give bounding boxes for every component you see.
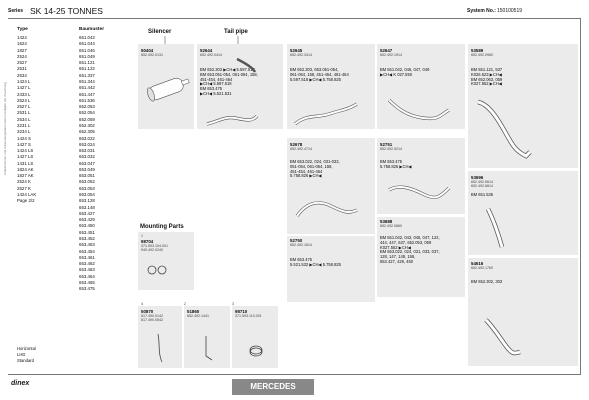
model-item: 1427 LS <box>17 154 34 160</box>
tailpipe-icon <box>468 258 578 366</box>
system-number: 150100519 <box>497 8 523 14</box>
baumuster-item: 653.464 <box>79 273 95 279</box>
part-code: 652.492.0131 <box>141 53 163 57</box>
orientation-label: Horizontal <box>17 346 36 351</box>
part-number: 53696 <box>471 175 484 180</box>
baumuster-item: 653.451 <box>79 229 95 235</box>
model-item: 3231 L <box>17 122 31 128</box>
baumuster-item: 653.475 <box>79 286 95 292</box>
baumuster-item: 651.122 <box>79 66 95 72</box>
baumuster-item: 651.121 <box>79 60 95 66</box>
fitment-notes: BM 652.302, 303 <box>471 279 503 284</box>
part-number: 51860 <box>187 309 200 314</box>
brand-name: MERCEDES <box>250 382 296 391</box>
model-item: 2527 L <box>17 104 31 110</box>
model-item: 2524 K <box>17 179 31 185</box>
series-label: Series <box>8 8 24 14</box>
part-code: 652.492.1760 <box>471 266 493 270</box>
slot-number: 3 <box>232 302 234 306</box>
model-item: 1827 <box>17 47 27 53</box>
baumuster-item: 653.450 <box>79 223 95 229</box>
system-label: System No.: <box>467 8 496 14</box>
part-number: 52645 <box>290 48 303 53</box>
fitment-notes: BM 651.536 <box>471 192 494 197</box>
baumuster-item: 653.047 <box>79 160 95 166</box>
part-number: 54616 <box>471 261 484 266</box>
fitment-notes: BM 652.303, 653.051-054, 061-064, 158, 451-454, 461-464 5.597.518 ▶CH◀ 5.758.825 <box>290 67 349 82</box>
part-code: 652.492.3414 <box>290 53 312 57</box>
baumuster-item: 651.044 <box>79 41 95 47</box>
part-number: 50404 <box>141 48 154 53</box>
baumuster-item: 653.022 <box>79 135 95 141</box>
part-code: 371.593.110.001 <box>235 314 262 318</box>
page-indicator: Page 2/2 <box>17 198 35 204</box>
model-item: 2534 L <box>17 116 31 122</box>
baumuster-item: 653.128 <box>79 198 95 204</box>
baumuster-item: 651.442 <box>79 85 95 91</box>
baumuster-item: 653.148 <box>79 204 95 210</box>
baumuster-item: 651.042 <box>79 35 95 40</box>
part-code-alt: 652.492.6814 <box>471 184 493 188</box>
part-number: 52647 <box>380 48 393 53</box>
model-column-header: Type <box>17 27 28 32</box>
brand-banner <box>232 379 314 395</box>
model-item: 1424 LS <box>17 148 34 154</box>
part-number: 52644 <box>200 48 213 53</box>
baumuster-item: 653.053 <box>79 185 95 191</box>
part-code: 371.593.104.001 <box>141 244 168 248</box>
fitment-notes: BM 653.475 5.758.826 ▶CH◀ <box>380 159 412 169</box>
model-item: 1431 LS <box>17 160 34 166</box>
baumuster-item: 651.049 <box>79 53 95 59</box>
part-number: 52750 <box>290 238 303 243</box>
model-item: 2531 L <box>17 110 31 116</box>
baumuster-item: 653.024 <box>79 141 95 147</box>
bracket-icon <box>138 306 182 368</box>
part-number: 50870 <box>141 309 154 314</box>
right-border <box>580 18 581 374</box>
part-panel-53696[interactable] <box>468 171 578 255</box>
baumuster-item: 653.427 <box>79 210 95 216</box>
slot-number: 2 <box>184 302 186 306</box>
tailpipe-icon <box>287 138 375 234</box>
baumuster-item: 651.046 <box>79 47 95 53</box>
part-code: 652.492.1441 <box>187 314 209 318</box>
baumuster-item: 653.049 <box>79 166 95 172</box>
baumuster-item: 653.052 <box>79 179 95 185</box>
baumuster-item: 653.429 <box>79 217 95 223</box>
baumuster-item: 653.462 <box>79 261 95 267</box>
variant-label: Standard <box>17 358 34 363</box>
model-item: 1427 S <box>17 141 31 147</box>
baumuster-item: 651.344 <box>79 78 95 84</box>
baumuster-item: 653.054 <box>79 192 95 198</box>
tailpipe-icon <box>468 171 578 255</box>
part-code: 652.492.1814 <box>290 243 312 247</box>
model-item: 2433 L <box>17 91 31 97</box>
tailpipe-icon <box>287 44 375 129</box>
model-item: 1827 AK <box>17 173 34 179</box>
baumuster-item: 651.337 <box>79 72 95 78</box>
part-code: 652.492.5614 <box>471 180 493 184</box>
mounting-section-title: Mounting Parts <box>140 224 184 230</box>
model-item: 1824 AK <box>17 166 34 172</box>
model-item: 1424 S <box>17 135 31 141</box>
part-code: 652.492.0660 <box>380 224 402 228</box>
bottom-rule <box>8 374 581 375</box>
part-panel-98704[interactable] <box>138 232 194 290</box>
dinex-logo: dinex <box>11 380 30 387</box>
model-item: 2527 <box>17 60 27 66</box>
part-panel-54616[interactable] <box>468 258 578 366</box>
model-item: 2531 <box>17 66 27 72</box>
tailpipe-section-title: Tail pipe <box>224 29 248 35</box>
part-code-alt: 617.490.0542 <box>141 318 163 322</box>
part-code-alt: 940.492.0240 <box>141 248 163 252</box>
page-title: SK 14-25 TONNES <box>30 6 103 16</box>
drive-side-label: LHD <box>17 352 26 357</box>
part-number: 52678 <box>290 142 303 147</box>
baumuster-item: 653.465 <box>79 279 95 285</box>
model-item: 3234 L <box>17 129 31 135</box>
baumuster-item: 653.031 <box>79 148 95 154</box>
side-note: Artikelnummer und Anwendungsdaten dienen lediglich der Zuordnung <box>3 82 7 175</box>
part-panel-52644[interactable] <box>197 44 283 129</box>
silencer-icon <box>138 44 194 129</box>
part-code: 652.492.0960 <box>471 53 493 57</box>
baumuster-item: 651.447 <box>79 91 95 97</box>
fitment-notes: BM 651.042, 043, 046, 047, 122, 444, 447, 637, 652.053, 059 K027.552 ▶CH◀ BM 653.022, 024, 031, 033, 037, 128, 147, 148, 158, 653.427, 429, 450 <box>380 235 440 264</box>
model-item: 1427 L <box>17 85 31 91</box>
baumuster-item: 653.032 <box>79 154 95 160</box>
part-panel-52645[interactable] <box>287 44 375 129</box>
baumuster-item: 652.305 <box>79 129 95 135</box>
baumuster-item: 653.453 <box>79 242 95 248</box>
baumuster-item: 653.461 <box>79 254 95 260</box>
part-number: 98704 <box>141 239 154 244</box>
baumuster-item: 652.302 <box>79 122 95 128</box>
fitment-notes: BM 653.022, 024, 031-033, 051-054, 061-064, 158, 451-454, 461-464 5.758.826 ▶CH◀ <box>290 159 340 179</box>
baumuster-column-header: Baumuster <box>79 27 105 32</box>
tailpipe-icon <box>377 44 465 129</box>
model-item: 2524 L <box>17 97 31 103</box>
part-panel-51860[interactable] <box>184 306 230 368</box>
clamp-icon <box>138 232 194 290</box>
model-item: 2534 <box>17 72 27 78</box>
part-panel-52678[interactable] <box>287 138 375 234</box>
tailpipe-icon <box>197 44 283 129</box>
model-item: 2527 K <box>17 185 31 191</box>
fitment-notes: BM 651.042, 046, 047, 049 ▶CH◀ K 027.550 <box>380 67 430 77</box>
part-number: 98710 <box>235 309 248 314</box>
hanger-icon <box>184 306 230 368</box>
fitment-notes: BM 652.303 ▶CH◀ 5.597.517 BM 653.051-054, 061-064, 158, 451-454, 461-464 ▶CH◀ 5.597.518 BM 653.475 ▶CH◀ 5.521.531 <box>200 67 258 96</box>
part-panel-52751[interactable] <box>377 138 465 214</box>
part-panel-52750[interactable] <box>287 236 375 302</box>
baumuster-item: 653.452 <box>79 236 95 241</box>
baumuster-item: 652.059 <box>79 116 95 122</box>
model-item: 1424 <box>17 35 27 40</box>
part-panel-53688[interactable] <box>377 217 465 297</box>
part-code: 652.492.5214 <box>380 147 402 151</box>
part-number: 52751 <box>380 142 393 147</box>
part-panel-50404[interactable] <box>138 44 194 129</box>
part-code: 652.492.4714 <box>290 147 312 151</box>
part-number: 53589 <box>471 48 484 53</box>
baumuster-item: 652.054 <box>79 110 95 116</box>
part-panel-53589[interactable] <box>468 44 578 168</box>
part-panel-98710[interactable] <box>232 306 278 368</box>
fitment-notes: BM 651.121, 537 K026.623 ▶CH◀ BM 652.063, 059 K027.552 ▶CH◀ <box>471 67 503 87</box>
baumuster-item: 653.454 <box>79 248 95 254</box>
part-code: 617.490.0142 <box>141 314 163 318</box>
part-code: 652.492.1914 <box>380 53 402 57</box>
tailpipe-icon <box>377 138 465 214</box>
model-item: 1624 <box>17 41 27 47</box>
slot-number: 1 <box>141 234 143 238</box>
model-item: 1424 LAK <box>17 192 37 198</box>
silencer-section-title: Silencer <box>148 29 172 35</box>
slot-number: 4 <box>141 302 143 306</box>
part-panel-50870[interactable] <box>138 306 182 368</box>
tailpipe-icon <box>468 44 578 168</box>
fitment-notes: BM 653.475 5.521.532 ▶CH◀ 5.758.825 <box>290 257 341 267</box>
pipe-clamp-icon <box>232 306 278 368</box>
model-item: 2524 <box>17 53 27 59</box>
part-code: 652.492.0414 <box>200 53 222 57</box>
part-number: 53688 <box>380 219 393 224</box>
part-panel-52647[interactable] <box>377 44 465 129</box>
model-item: 1424 L <box>17 78 31 84</box>
baumuster-item: 651.536 <box>79 97 95 103</box>
baumuster-item: 652.053 <box>79 104 95 110</box>
baumuster-item: 653.051 <box>79 173 95 179</box>
baumuster-item: 653.463 <box>79 267 95 273</box>
